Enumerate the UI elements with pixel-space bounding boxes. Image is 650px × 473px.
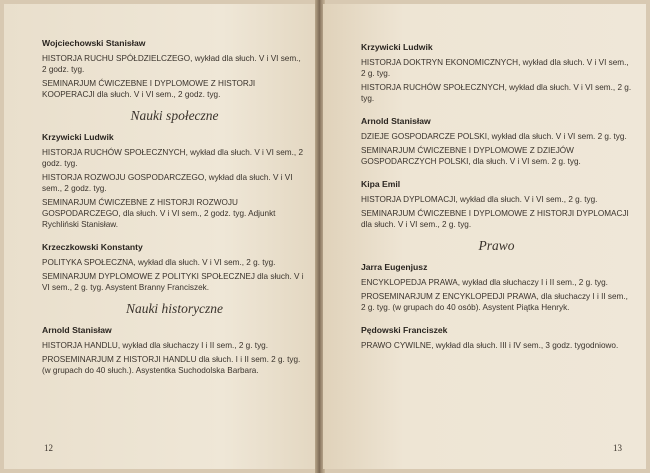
course-entry: SEMINARJUM ĆWICZEBNE I DYPLOMOWE Z HISTORJI DYPLOMACJI dla słuch. V i VI sem., 2 g. tyg. [361, 209, 629, 229]
lecturer-name: Kipa Emil [361, 179, 401, 189]
course-entry: PROSEMINARJUM Z ENCYKLOPEDJI PRAWA, dla słuchaczy I i II sem., 2 g. tyg. (w grupach do 40 osób). Asystent Piątka Henryk. [361, 292, 628, 312]
section-heading: Nauki społeczne [130, 108, 219, 123]
course-entry: PRAWO CYWILNE, wykład dla słuch. III i IV sem., 3 godz. tygodniowo. [361, 341, 619, 350]
spacer [361, 170, 632, 179]
course-entry: HISTORJA DOKTRYN EKONOMICZNYCH, wykład dla słuch. V i VI sem., 2 g. tyg. [361, 58, 629, 78]
lecturer-name: Arnold Stanisław [361, 116, 431, 126]
course-entry: ENCYKLOPEDJA PRAWA, wykład dla słuchaczy I i II sem., 2 g. tyg. [361, 278, 608, 287]
course-entry: SEMINARJUM ĆWICZEBNE I DYPLOMOWE Z HISTORJI KOOPERACJI dla słuch. V i VI sem., 2 godz. tyg. [42, 79, 256, 99]
course-entry: DZIEJE GOSPODARCZE POLSKI, wykład dla słuch. V i VI sem. 2 g. tyg. [361, 132, 627, 141]
course-entry: SEMINARJUM ĆWICZEBNE I DYPLOMOWE Z DZIEJÓW GOSPODARCZYCH POLSKI, dla słuch. V i VI sem. 2 g. tyg. [361, 146, 581, 166]
lecturer-name: Wojciechowski Stanisław [42, 38, 146, 48]
left-page-content [42, 38, 307, 376]
spacer [361, 316, 632, 325]
right-page-content [361, 42, 632, 351]
course-entry: SEMINARJUM ĆWICZEBNE Z HISTORJI ROZWOJU GOSPODARCZEGO, dla słuch. V i VI sem., 2 godz. tyg. Adjunkt Rychliński Stanisław. [42, 198, 276, 229]
lecturer-name: Krzywicki Ludwik [42, 132, 114, 142]
lecturer-name: Pędowski Franciszek [361, 325, 448, 335]
course-entry: HISTORJA RUCHÓW SPOŁECZNYCH, wykład dla słuch. V i VI sem., 2 g. tyg. [361, 83, 632, 103]
left-page [4, 4, 317, 469]
lecturer-name: Krzeczkowski Konstanty [42, 242, 143, 252]
page-number-left: 12 [44, 443, 53, 453]
course-entry: HISTORJA ROZWOJU GOSPODARCZEGO, wykład dla słuch. V i VI sem., 2 godz. tyg. [42, 173, 293, 193]
spacer [42, 233, 307, 242]
course-entry: POLITYKA SPOŁECZNA, wykład dla słuch. V i VI sem., 2 g. tyg. [42, 258, 276, 267]
lecturer-name: Arnold Stanisław [42, 325, 112, 335]
course-entry: HISTORJA HANDLU, wykład dla słuchaczy I i II sem., 2 g. tyg. [42, 341, 268, 350]
course-entry: SEMINARJUM DYPLOMOWE Z POLITYKI SPOŁECZNEJ dla słuch. V i VI sem., 2 g. tyg. Asystent Branny Franciszek. [42, 272, 304, 292]
lecturer-name: Jarra Eugenjusz [361, 262, 428, 272]
course-entry: HISTORJA DYPLOMACJI, wykład dla słuch. V i VI sem., 2 g. tyg. [361, 195, 598, 204]
section-heading: Prawo [478, 238, 515, 253]
course-entry: PROSEMINARJUM Z HISTORJI HANDLU dla słuch. I i II sem. 2 g. tyg. (w grupach do 40 słuch.). Asystentka Suchodolska Barbara. [42, 355, 301, 375]
course-entry: HISTORJA RUCHU SPÓŁDZIELCZEGO, wykład dla słuch. V i VI sem., 2 godz. tyg. [42, 54, 301, 74]
spacer [361, 107, 632, 116]
course-entry: HISTORJA RUCHÓW SPOŁECZNYCH, wykład dla słuch. V i VI sem., 2 godz. tyg. [42, 148, 303, 168]
right-page [323, 4, 646, 469]
section-heading: Nauki historyczne [125, 301, 224, 316]
lecturer-name: Krzywicki Ludwik [361, 42, 433, 52]
page-number-right: 13 [613, 443, 622, 453]
